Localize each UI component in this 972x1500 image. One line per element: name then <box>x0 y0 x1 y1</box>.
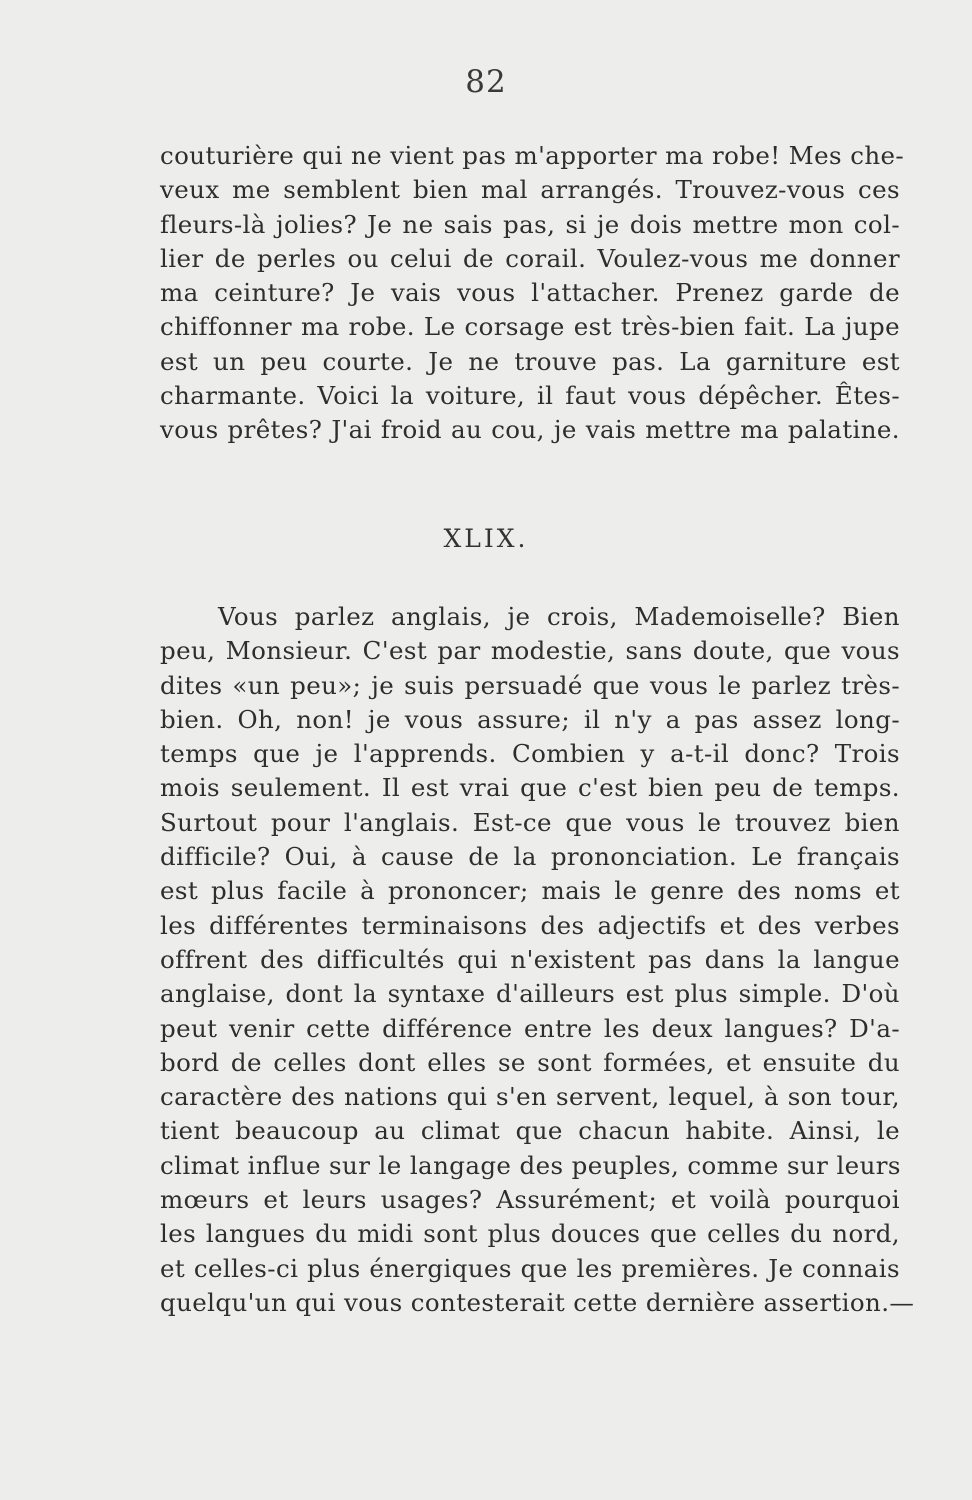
text-line: fleurs-là jolies? Je ne sais pas, si je dois mettre mon col- <box>160 209 900 239</box>
text-line: bord de celles dont elles se sont formées, et ensuite du <box>160 1047 900 1077</box>
text-line: vous prêtes? J'ai froid au cou, je vais mettre ma palatine. <box>160 415 900 445</box>
text-line: Vous parlez anglais, je crois, Mademoiselle? Bien <box>218 602 900 631</box>
text-line: les différentes terminaisons des adjectifs et des verbes <box>160 910 900 940</box>
text-line: anglaise, dont la syntaxe d'ailleurs est plus simple. D'où <box>160 979 900 1009</box>
page-number: 82 <box>465 64 507 100</box>
text-line: chiffonner ma robe. Le corsage est très-bien fait. La jupe <box>160 312 900 342</box>
text-line: veux me semblent bien mal arrangés. Trouvez-vous ces <box>160 175 900 205</box>
text-line: mœurs et leurs usages? Assurément; et voilà pourquoi <box>160 1185 900 1215</box>
text-line: et celles-ci plus énergiques que les premières. Je connais <box>160 1253 900 1283</box>
text-line: offrent des difficultés qui n'existent pas dans la langue <box>160 944 900 974</box>
text-line: couturière qui ne vient pas m'apporter ma robe! Mes che- <box>160 141 905 170</box>
text-line: tient beaucoup au climat que chacun habite. Ainsi, le <box>160 1116 900 1146</box>
text-line: lier de perles ou celui de corail. Voulez-vous me donner <box>160 243 900 273</box>
text-line: est un peu courte. Je ne trouve pas. La garniture est <box>160 346 900 376</box>
paragraph-continued <box>160 139 905 448</box>
text-line: difficile? Oui, à cause de la prononciation. Le français <box>160 842 900 872</box>
text-line: est plus facile à prononcer; mais le genre des noms et <box>160 876 900 906</box>
text-line: dites «un peu»; je suis persuadé que vous le parlez très- <box>160 670 900 700</box>
text-line: quelqu'un qui vous contesterait cette dernière assertion.— <box>160 1287 915 1317</box>
text-line: peu, Monsieur. C'est par modestie, sans doute, que vous <box>160 636 900 666</box>
text-line: Surtout pour l'anglais. Est-ce que vous le trouvez bien <box>160 807 900 837</box>
paragraph-section-xlix <box>160 600 915 1320</box>
text-line: peut venir cette différence entre les deux langues? D'a- <box>160 1013 900 1043</box>
text-line: bien. Oh, non! je vous assure; il n'y a pas assez long- <box>160 704 900 734</box>
text-line: temps que je l'apprends. Combien y a-t-il donc? Trois <box>160 739 900 769</box>
text-line: mois seulement. Il est vrai que c'est bien peu de temps. <box>160 773 900 803</box>
text-line: climat influe sur le langage des peuples, comme sur leurs <box>160 1150 901 1180</box>
text-line: caractère des nations qui s'en servent, lequel, à son tour, <box>160 1082 900 1112</box>
section-heading: XLIX. <box>443 524 529 553</box>
text-line: charmante. Voici la voiture, il faut vous dépêcher. Êtes- <box>160 381 900 411</box>
text-line: les langues du midi sont plus douces que celles du nord, <box>160 1219 900 1249</box>
text-line: ma ceinture? Je vais vous l'attacher. Prenez garde de <box>160 278 900 308</box>
